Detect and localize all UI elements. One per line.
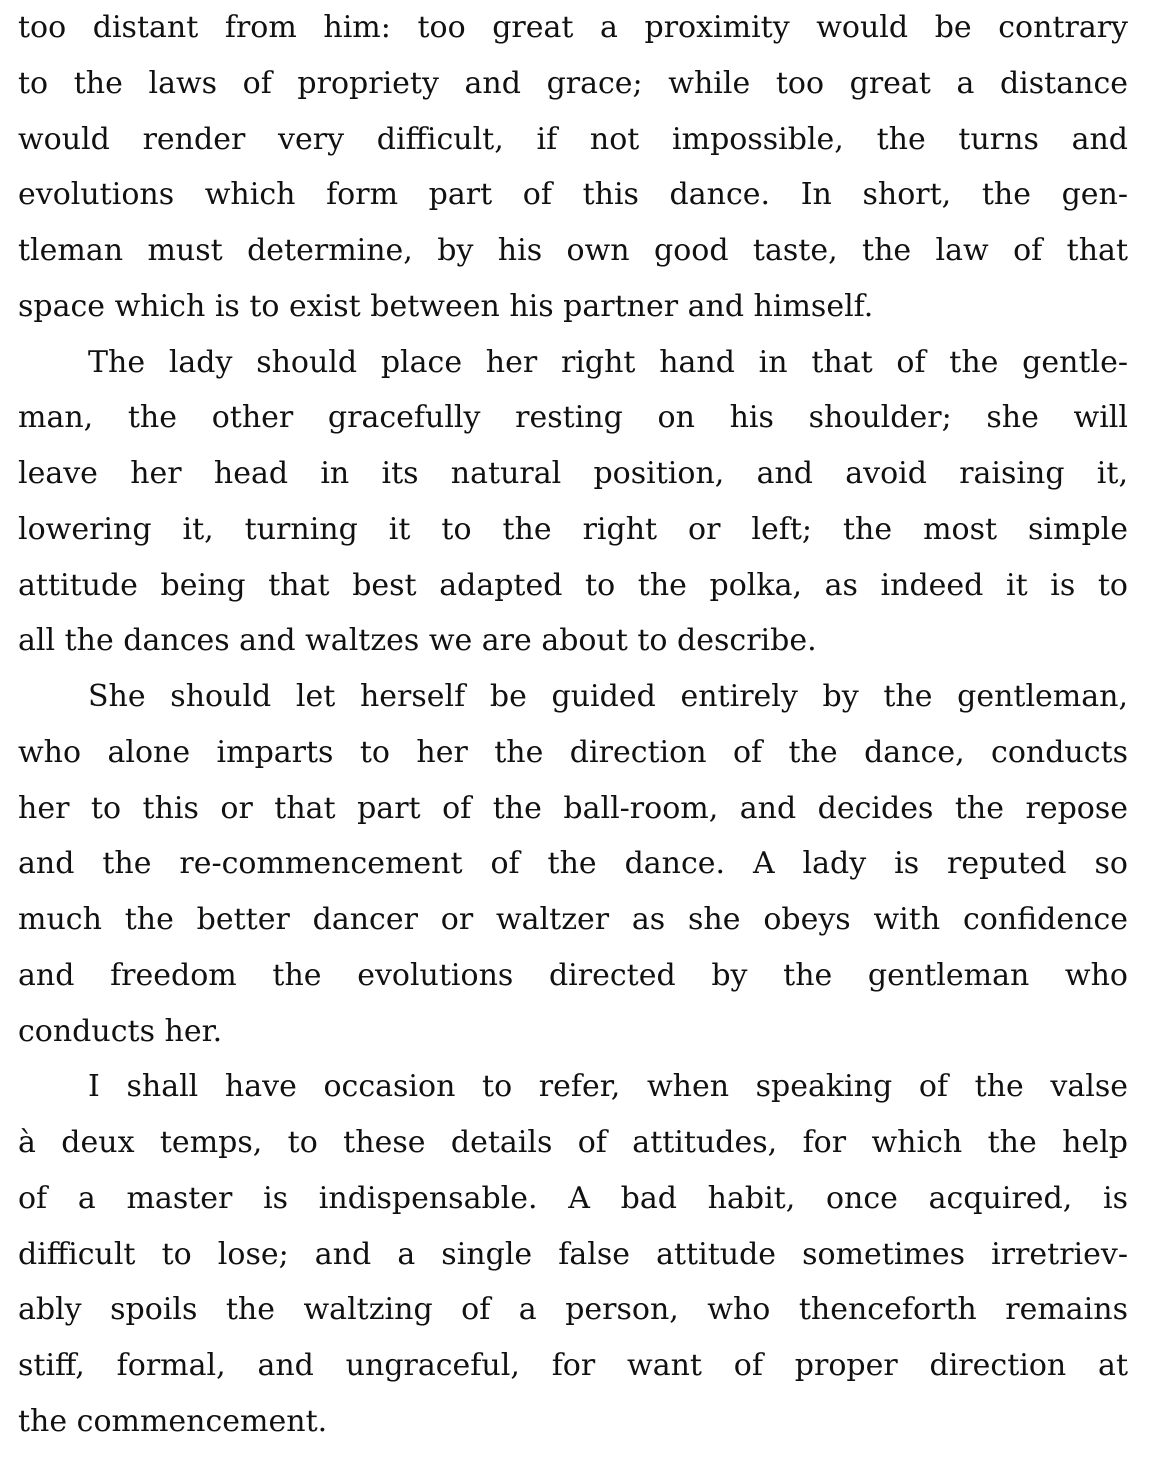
- text-line: ably spoils the waltzing of a person, who thenceforth remains: [18, 1292, 1128, 1328]
- text-line: stiff, formal, and ungraceful, for want of proper direction at: [18, 1348, 1128, 1383]
- text-line: attitude being that best adapted to the polka, as indeed it is to: [18, 567, 1128, 603]
- paragraph-3: [18, 669, 1128, 1059]
- text-line: her to this or that part of the ball-room, and decides the repose: [18, 790, 1128, 826]
- paragraph-1: [18, 0, 1128, 335]
- text-line: and the re-commencement of the dance. A lady is reputed so: [18, 846, 1128, 882]
- text-line: much the better dancer or waltzer as she obeys with confidence: [18, 902, 1128, 937]
- text-line: the commencement.: [18, 1403, 328, 1439]
- text-line: evolutions which form part of this dance. In short, the gen-: [18, 177, 1128, 213]
- text-line: tleman must determine, by his own good taste, the law of that: [18, 233, 1128, 268]
- text-line: leave her head in its natural position, and avoid raising it,: [18, 456, 1128, 491]
- text-line: space which is to exist between his partner and himself.: [18, 288, 874, 324]
- paragraph-4: [18, 1059, 1128, 1449]
- text-line: of a master is indispensable. A bad habit, once acquired, is: [18, 1180, 1128, 1216]
- text-line: lowering it, turning it to the right or left; the most simple: [18, 511, 1128, 547]
- text-line: She should let herself be guided entirely by the gentleman,: [88, 679, 1128, 714]
- text-line: The lady should place her right hand in that of the gentle-: [88, 344, 1128, 380]
- text-line: man, the other gracefully resting on his shoulder; she will: [18, 400, 1128, 436]
- text-line: to the laws of propriety and grace; while too great a distance: [18, 65, 1128, 101]
- text-line: conducts her.: [18, 1013, 223, 1049]
- paragraph-2: [18, 335, 1128, 670]
- text-line: I shall have occasion to refer, when speaking of the valse: [88, 1069, 1128, 1105]
- text-line: à deux temps, to these details of attitudes, for which the help: [18, 1125, 1128, 1160]
- text-line: difficult to lose; and a single false attitude sometimes irretriev-: [18, 1236, 1128, 1272]
- text-line: who alone imparts to her the direction of the dance, conducts: [18, 734, 1128, 770]
- text-line: and freedom the evolutions directed by the gentleman who: [18, 957, 1128, 993]
- text-line: all the dances and waltzes we are about to describe.: [18, 623, 817, 659]
- text-line: would render very difficult, if not impossible, the turns and: [18, 121, 1128, 157]
- text-line: too distant from him: too great a proximity would be contrary: [18, 10, 1128, 45]
